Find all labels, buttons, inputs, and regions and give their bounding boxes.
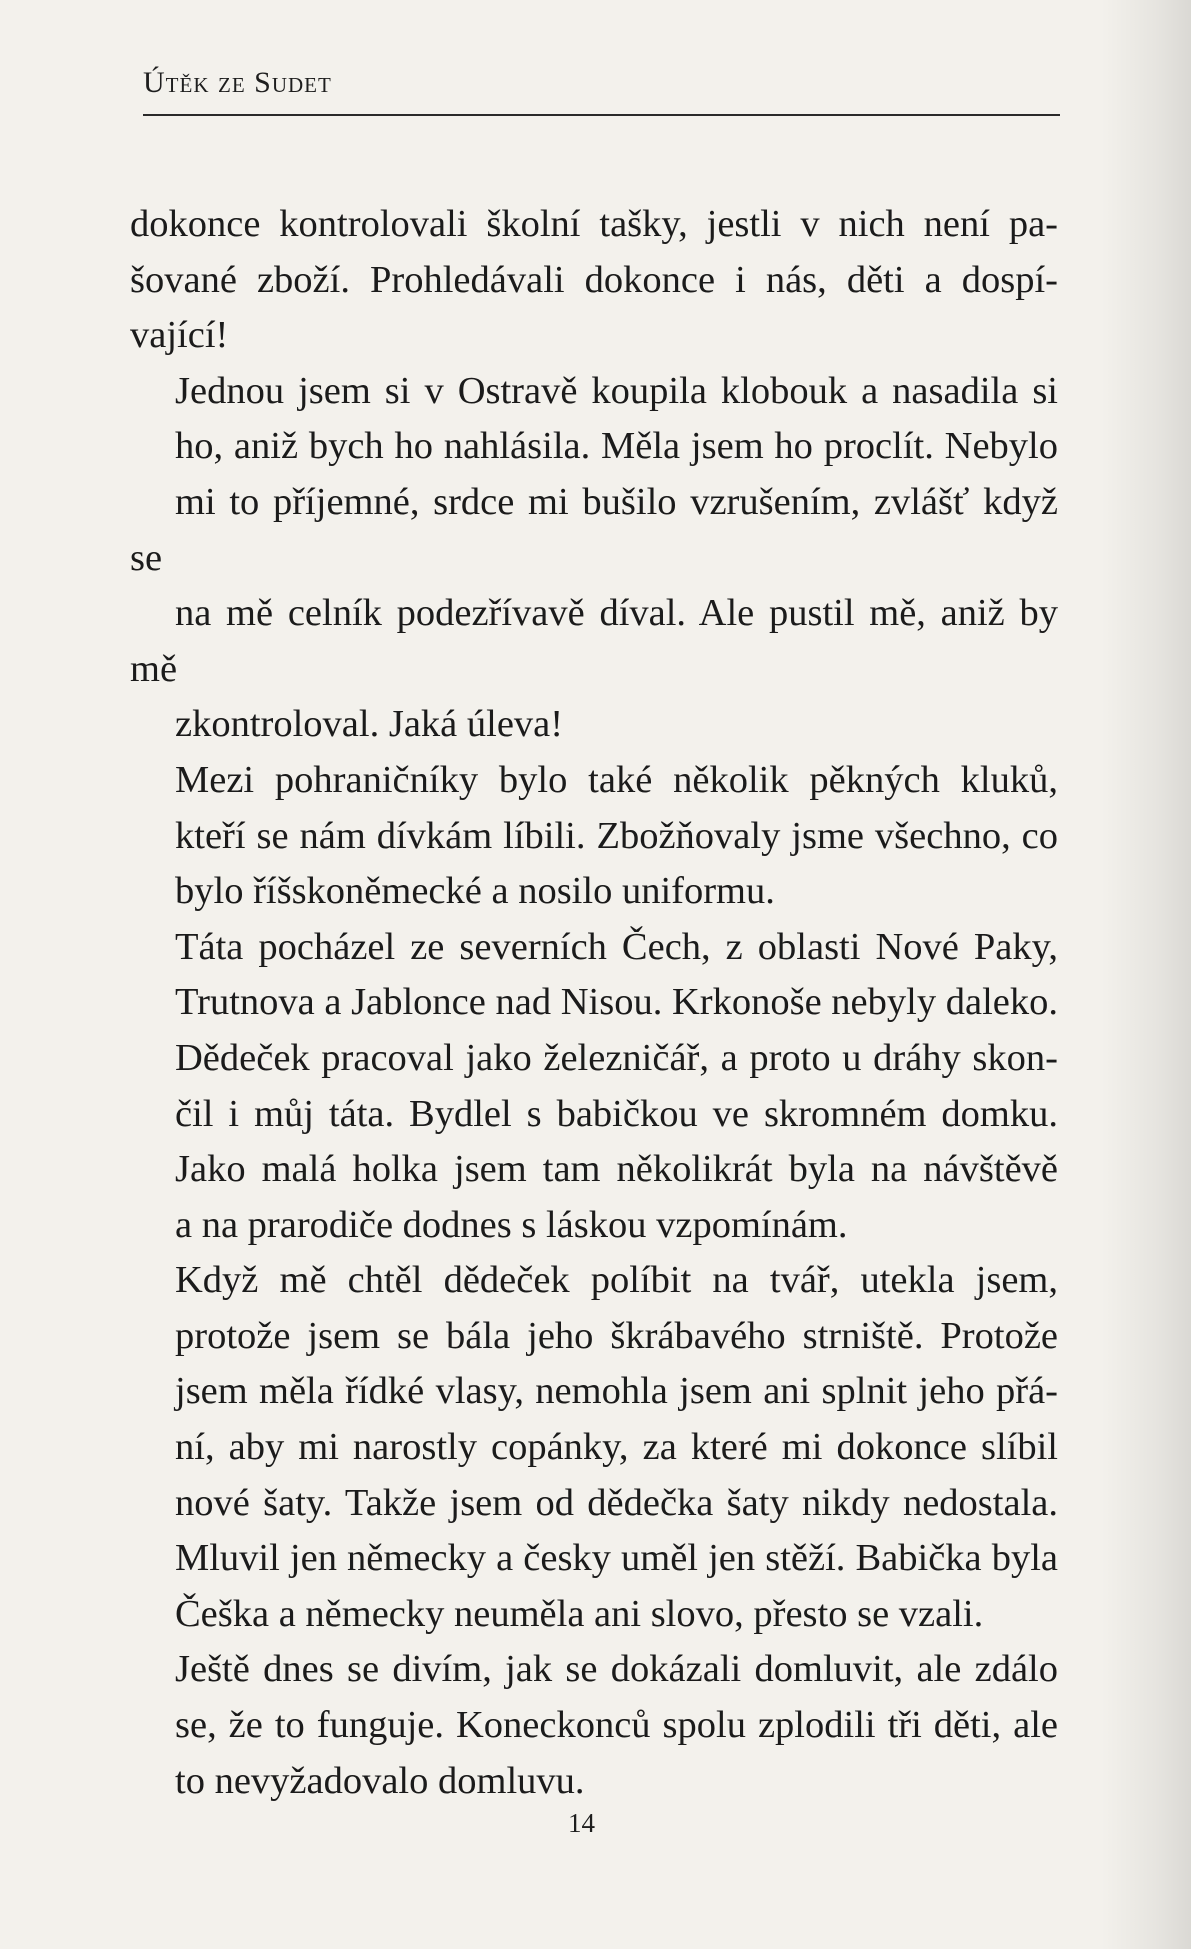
- paragraph: [130, 920, 1058, 1254]
- paragraph: [130, 197, 1058, 364]
- text-line: Dědeček pracoval jako železničář, a proto u dráhy skon-: [175, 1036, 1058, 1079]
- text-line: to nevyžadovalo domluvu.: [175, 1759, 585, 1802]
- text-line: Trutnova a Jablonce nad Nisou. Krkonoše nebyly daleko.: [175, 981, 1058, 1024]
- paragraph: [130, 364, 1058, 753]
- running-head: Útěk ze Sudet: [143, 66, 332, 99]
- text-line: čil i můj táta. Bydlel s babičkou ve skromném domku.: [175, 1092, 1058, 1135]
- text-line: vající!: [130, 314, 229, 357]
- text-line: Když mě chtěl dědeček políbit na tvář, utekla jsem,: [175, 1259, 1058, 1302]
- text-line: Jednou jsem si v Ostravě koupila klobouk a nasadila si: [175, 369, 1058, 412]
- header-rule: [143, 114, 1060, 116]
- text-line: Táta pocházel ze severních Čech, z oblasti Nové Paky,: [175, 925, 1058, 968]
- text-line: jsem měla řídké vlasy, nemohla jsem ani splnit jeho přá-: [175, 1370, 1058, 1413]
- text-line: nové šaty. Takže jsem od dědečka šaty nikdy nedostala.: [175, 1481, 1058, 1524]
- text-line: a na prarodiče dodnes s láskou vzpomínám.: [175, 1203, 848, 1246]
- page-number: 14: [568, 1808, 595, 1838]
- text-line: Mezi pohraničníky bylo také několik pěkných kluků,: [175, 758, 1058, 801]
- body-text: [130, 197, 1058, 1809]
- text-line: zkontroloval. Jaká úleva!: [175, 703, 564, 746]
- text-line: ní, aby mi narostly copánky, za které mi dokonce slíbil: [175, 1426, 1058, 1469]
- text-line: protože jsem se bála jeho škrábavého strniště. Protože: [175, 1314, 1058, 1357]
- paragraph: [130, 753, 1058, 920]
- text-line: bylo říšskoněmecké a nosilo uniformu.: [175, 870, 775, 913]
- text-line: kteří se nám dívkám líbili. Zbožňovaly jsme všechno, co: [175, 814, 1058, 857]
- text-line: Mluvil jen německy a česky uměl jen stěží. Babička byla: [175, 1537, 1058, 1580]
- text-line: ho, aniž bych ho nahlásila. Měla jsem ho proclít. Nebylo: [175, 425, 1058, 468]
- text-line: Češka a německy neuměla ani slovo, přesto se vzali.: [175, 1592, 984, 1635]
- text-line: šované zboží. Prohledávali dokonce i nás, děti a dospí-: [130, 258, 1058, 301]
- text-line: na mě celník podezřívavě díval. Ale pustil mě, aniž by mě: [130, 592, 1058, 690]
- text-line: mi to příjemné, srdce mi bušilo vzrušením, zvlášť když se: [130, 480, 1058, 579]
- text-line: dokonce kontrolovali školní tašky, jestli v nich není pa-: [130, 203, 1058, 245]
- paragraph: [130, 1642, 1058, 1809]
- text-line: Ještě dnes se divím, jak se dokázali domluvit, ale zdálo: [175, 1648, 1058, 1691]
- text-line: Jako malá holka jsem tam několikrát byla na návštěvě: [175, 1148, 1058, 1191]
- page-edge-shadow: [1101, 0, 1191, 1949]
- paragraph: [130, 1253, 1058, 1642]
- text-line: se, že to funguje. Koneckonců spolu zplodili tři děti, ale: [175, 1704, 1058, 1747]
